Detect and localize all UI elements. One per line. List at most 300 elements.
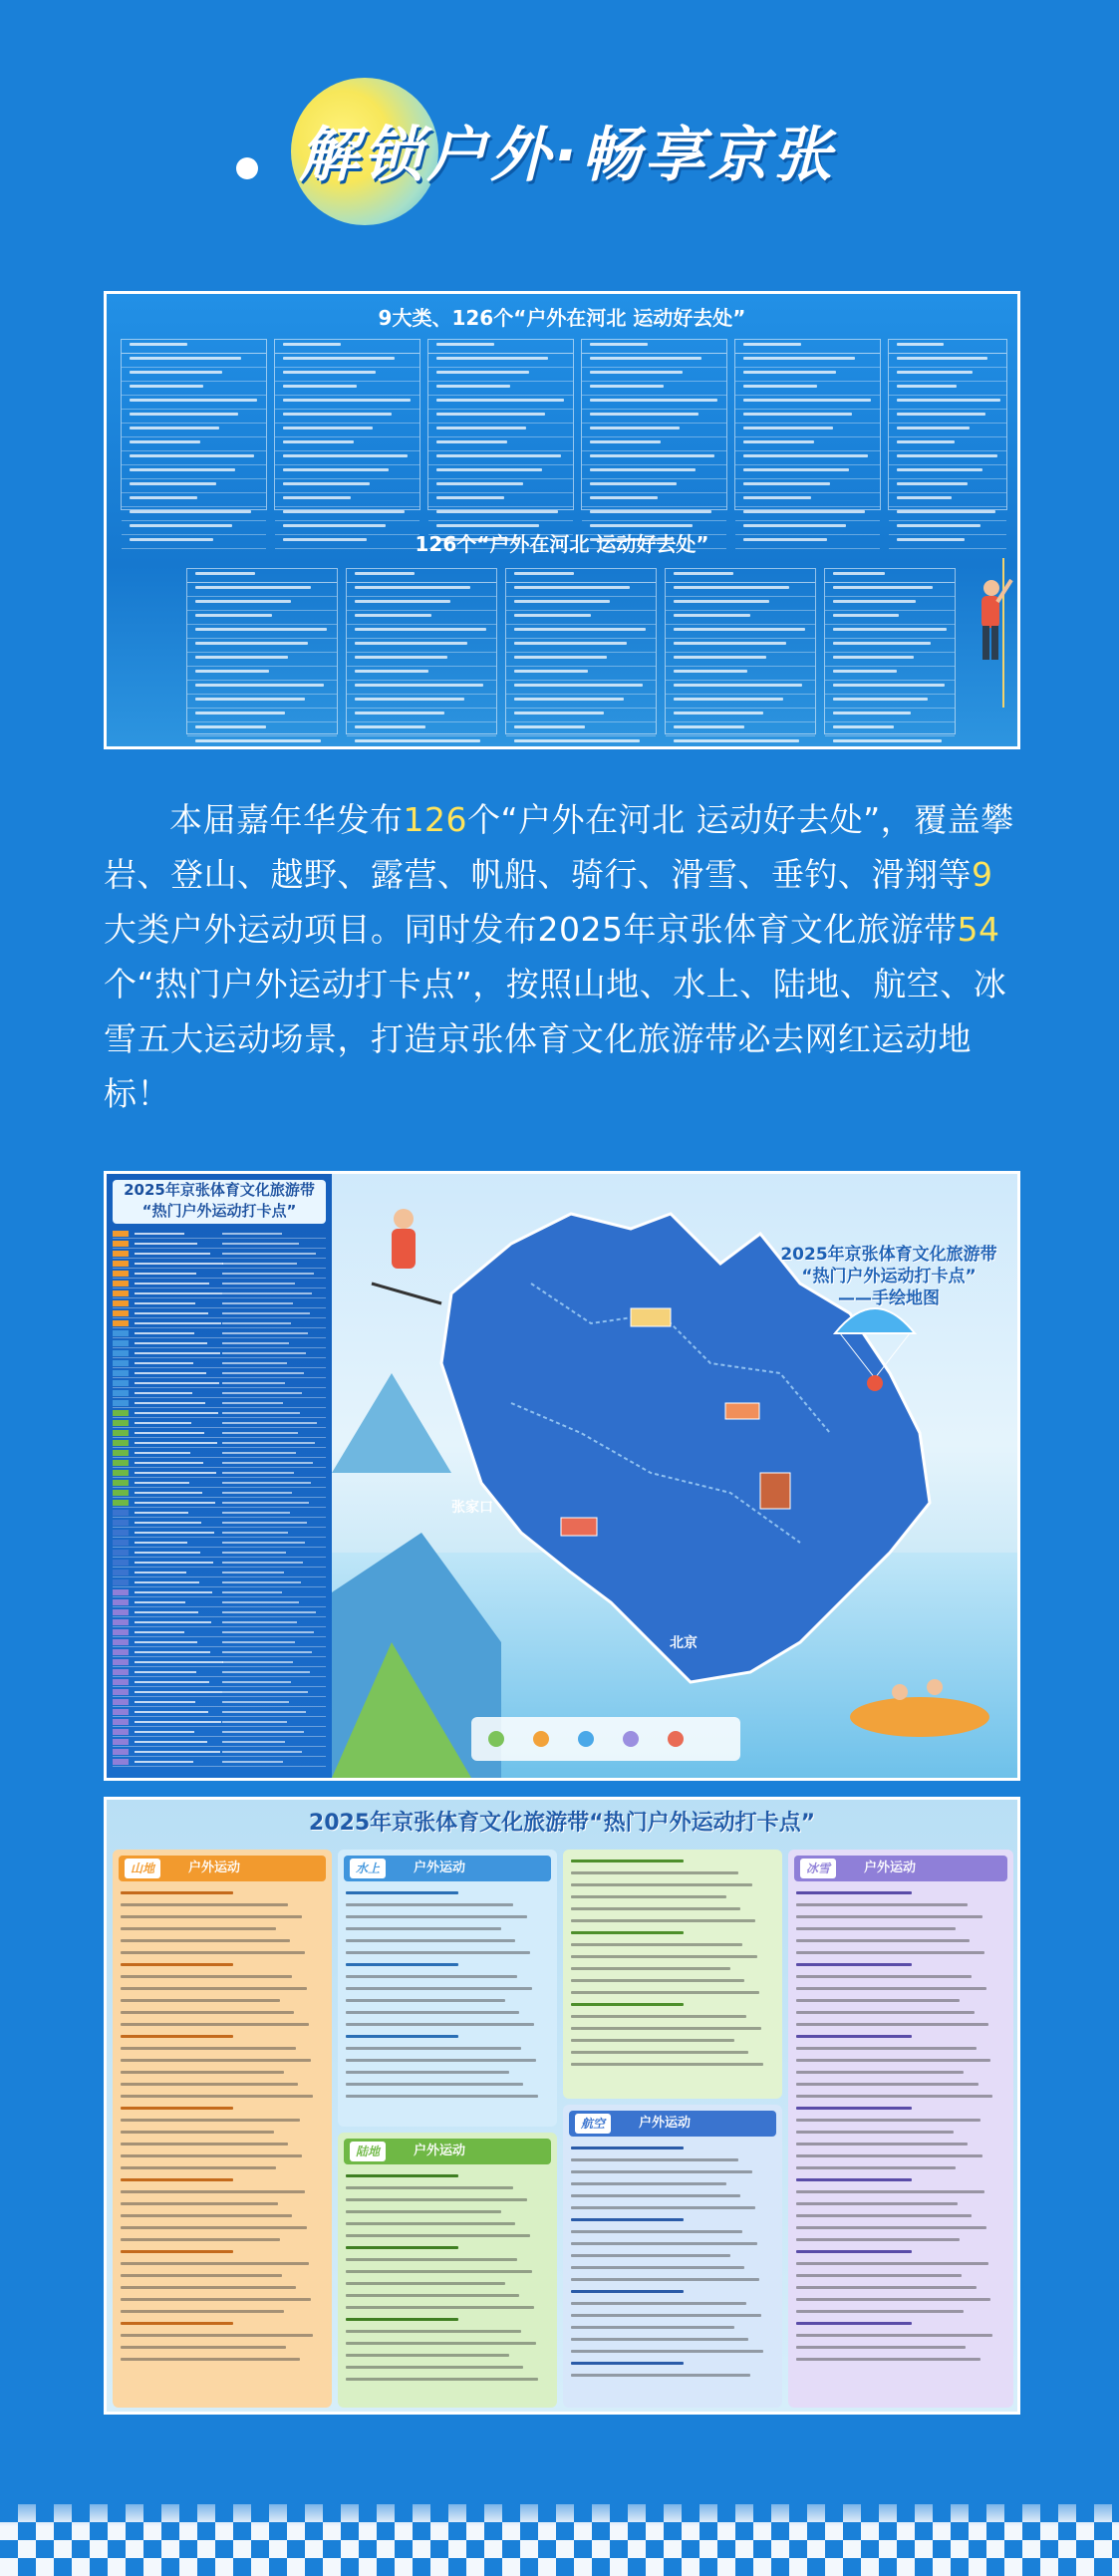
list-text-placeholder bbox=[135, 1422, 191, 1424]
text-line-placeholder bbox=[121, 1891, 233, 1894]
table-cell-placeholder bbox=[674, 698, 783, 701]
table-cell-placeholder bbox=[590, 482, 677, 485]
table-cell-placeholder bbox=[130, 440, 200, 443]
category-column-water bbox=[338, 1850, 557, 2127]
list-item bbox=[113, 1399, 326, 1408]
list-text-placeholder bbox=[222, 1502, 309, 1504]
guide-title: 2025年京张体育文化旅游带“热门户外运动打卡点” bbox=[308, 1811, 816, 1836]
table-row bbox=[889, 496, 1006, 507]
table-cell-placeholder bbox=[130, 385, 203, 388]
table-row bbox=[666, 642, 815, 653]
list-item bbox=[113, 1439, 326, 1448]
table-cell-placeholder bbox=[833, 670, 897, 673]
table-row bbox=[275, 427, 420, 437]
text-line-placeholder bbox=[346, 2234, 530, 2237]
category-header bbox=[569, 2111, 776, 2137]
text-line-placeholder bbox=[346, 1891, 458, 1894]
decorative-dot bbox=[236, 157, 258, 179]
text-line-placeholder bbox=[796, 1963, 912, 1966]
table-row bbox=[889, 454, 1006, 465]
table-row bbox=[506, 725, 656, 736]
list-text-placeholder bbox=[135, 1542, 187, 1544]
table-cell-placeholder bbox=[355, 684, 483, 687]
text-line-placeholder bbox=[796, 1999, 960, 2002]
list-item bbox=[113, 1529, 326, 1538]
text-line-placeholder bbox=[346, 2378, 538, 2381]
text-line-placeholder bbox=[121, 2095, 313, 2098]
table-cell-placeholder bbox=[283, 454, 408, 457]
list-text-placeholder bbox=[222, 1542, 305, 1544]
table-row bbox=[187, 628, 337, 639]
table-cell-placeholder bbox=[283, 468, 389, 471]
text-line-placeholder bbox=[796, 2023, 988, 2026]
table-row bbox=[582, 427, 726, 437]
table-cell-placeholder bbox=[283, 482, 370, 485]
category-marker bbox=[113, 1330, 129, 1336]
table-row bbox=[428, 413, 573, 424]
table-cell-placeholder bbox=[590, 371, 683, 374]
text-line-placeholder bbox=[121, 2334, 313, 2337]
list-text-placeholder bbox=[135, 1472, 216, 1474]
text-line-placeholder bbox=[796, 2059, 990, 2062]
table-cell-placeholder bbox=[674, 739, 799, 742]
list-text-placeholder bbox=[135, 1362, 193, 1364]
text-line-placeholder bbox=[571, 2362, 684, 2365]
list-text-placeholder bbox=[135, 1512, 188, 1514]
category-marker bbox=[113, 1310, 129, 1316]
list-item bbox=[113, 1309, 326, 1318]
list-item bbox=[113, 1569, 326, 1577]
table-cell-placeholder bbox=[674, 670, 747, 673]
category-tag: 陆地 bbox=[350, 2142, 386, 2161]
table-row bbox=[187, 586, 337, 597]
table-cell-placeholder bbox=[514, 614, 591, 617]
category-header bbox=[119, 1856, 326, 1881]
table-cell-placeholder bbox=[897, 427, 970, 429]
table-row bbox=[735, 399, 880, 410]
table-cell-placeholder bbox=[283, 440, 354, 443]
table-cell-placeholder bbox=[514, 739, 640, 742]
list-text-placeholder bbox=[135, 1372, 206, 1374]
table-cell-placeholder bbox=[514, 642, 627, 645]
list-item bbox=[113, 1230, 326, 1239]
text-line-placeholder bbox=[346, 1951, 530, 1954]
category-marker bbox=[113, 1241, 129, 1247]
table-cell-placeholder bbox=[833, 572, 885, 575]
list-item bbox=[113, 1559, 326, 1568]
list-item bbox=[113, 1578, 326, 1587]
list-text-placeholder bbox=[222, 1342, 289, 1344]
text-line-placeholder bbox=[796, 2274, 962, 2277]
table-cell-placeholder bbox=[590, 496, 658, 499]
table-cell-placeholder bbox=[283, 343, 341, 346]
table-cell-placeholder bbox=[436, 371, 529, 374]
category-marker bbox=[113, 1470, 129, 1476]
list-text-placeholder bbox=[135, 1611, 198, 1613]
text-line-placeholder bbox=[121, 1963, 233, 1966]
table-row bbox=[666, 698, 815, 709]
text-line-placeholder bbox=[796, 2310, 964, 2313]
list-item bbox=[113, 1519, 326, 1528]
text-line-placeholder bbox=[346, 2198, 527, 2201]
list-item bbox=[113, 1499, 326, 1508]
table-row bbox=[825, 642, 955, 653]
text-line-placeholder bbox=[121, 2119, 300, 2122]
category-marker bbox=[113, 1251, 129, 1257]
category-marker bbox=[113, 1649, 129, 1655]
text-line-placeholder bbox=[796, 1927, 956, 1930]
list-text-placeholder bbox=[135, 1721, 221, 1723]
text-line-placeholder bbox=[571, 2302, 746, 2305]
list-item bbox=[113, 1509, 326, 1518]
table-row bbox=[347, 614, 496, 625]
text-line-placeholder bbox=[796, 2035, 912, 2038]
table-cell-placeholder bbox=[674, 725, 744, 728]
table-row bbox=[122, 399, 266, 410]
table-row bbox=[506, 670, 656, 681]
list-text-placeholder bbox=[135, 1711, 208, 1713]
table-cell-placeholder bbox=[743, 468, 849, 471]
table-cell-placeholder bbox=[897, 440, 955, 443]
text-line-placeholder bbox=[346, 2186, 513, 2189]
table-cell-placeholder bbox=[833, 586, 933, 589]
category-header bbox=[344, 2139, 551, 2164]
table-row bbox=[122, 454, 266, 465]
list-item bbox=[113, 1379, 326, 1388]
category-marker bbox=[113, 1500, 129, 1506]
list-text-placeholder bbox=[135, 1671, 196, 1673]
list-item bbox=[113, 1250, 326, 1259]
text-line-placeholder bbox=[796, 2190, 984, 2193]
category-marker bbox=[113, 1570, 129, 1575]
table-row bbox=[428, 399, 573, 410]
category-header bbox=[794, 1856, 1007, 1881]
category-marker bbox=[113, 1320, 129, 1326]
list-text-placeholder bbox=[135, 1462, 203, 1464]
list-text-placeholder bbox=[135, 1243, 197, 1245]
table-cell-placeholder bbox=[436, 385, 510, 388]
category-marker bbox=[113, 1440, 129, 1446]
table-row bbox=[825, 670, 955, 681]
text-line-placeholder bbox=[121, 2166, 276, 2169]
list-text-placeholder bbox=[135, 1482, 189, 1484]
text-line-placeholder bbox=[796, 2214, 972, 2217]
text-line-placeholder bbox=[571, 2242, 757, 2245]
list-item bbox=[113, 1479, 326, 1488]
list-text-placeholder bbox=[135, 1332, 194, 1334]
table-row bbox=[506, 684, 656, 695]
list-item bbox=[113, 1698, 326, 1707]
table-row bbox=[122, 343, 266, 354]
text-line-placeholder bbox=[346, 2071, 509, 2074]
text-line-placeholder bbox=[796, 2095, 992, 2098]
table-cell-placeholder bbox=[590, 440, 661, 443]
map-title-line3: ——手绘地图 bbox=[838, 1288, 940, 1308]
table-cell-placeholder bbox=[130, 399, 257, 402]
list-text-placeholder bbox=[135, 1352, 220, 1354]
list-item bbox=[113, 1270, 326, 1279]
text-line-placeholder bbox=[121, 2274, 282, 2277]
category-label: 户外运动 bbox=[414, 1860, 466, 1875]
table-row bbox=[428, 385, 573, 396]
category-tag: 水上 bbox=[350, 1859, 386, 1878]
table-row bbox=[347, 656, 496, 667]
checkered-footer-fade bbox=[0, 2486, 1119, 2526]
list-item bbox=[113, 1708, 326, 1717]
text-line-placeholder bbox=[571, 2278, 759, 2281]
list-text-placeholder bbox=[222, 1352, 306, 1354]
list-text-placeholder bbox=[222, 1432, 298, 1434]
list-text-placeholder bbox=[135, 1432, 204, 1434]
list-text-placeholder bbox=[222, 1621, 297, 1623]
table-cell-placeholder bbox=[674, 712, 763, 715]
table-row bbox=[889, 399, 1006, 410]
list-text-placeholder bbox=[135, 1452, 190, 1454]
table-row bbox=[428, 440, 573, 451]
list-text-placeholder bbox=[135, 1651, 210, 1653]
list-text-placeholder bbox=[135, 1552, 200, 1554]
text-line-placeholder bbox=[121, 1927, 276, 1930]
text-line-placeholder bbox=[571, 2290, 684, 2293]
list-text-placeholder bbox=[135, 1442, 217, 1444]
category-marker bbox=[113, 1370, 129, 1376]
list-item bbox=[113, 1429, 326, 1438]
category-marker bbox=[113, 1759, 129, 1765]
table-cell-placeholder bbox=[195, 712, 285, 715]
list-text-placeholder bbox=[222, 1611, 316, 1613]
map-title-line2: “热门户外运动打卡点” bbox=[801, 1267, 977, 1287]
list-item bbox=[113, 1588, 326, 1597]
table-cell-placeholder bbox=[283, 371, 376, 374]
table-cell-placeholder bbox=[436, 427, 526, 429]
list-text-placeholder bbox=[222, 1322, 291, 1324]
list-text-placeholder bbox=[222, 1273, 314, 1275]
text-line-placeholder bbox=[796, 2298, 990, 2301]
text-line-placeholder bbox=[571, 2230, 742, 2233]
table-cell-placeholder bbox=[743, 496, 811, 499]
list-item bbox=[113, 1748, 326, 1757]
text-line-placeholder bbox=[796, 1903, 968, 1906]
list-text-placeholder bbox=[222, 1442, 315, 1444]
table-row bbox=[666, 600, 815, 611]
table-row bbox=[275, 510, 420, 521]
table-cell-placeholder bbox=[283, 524, 386, 527]
text-line-placeholder bbox=[571, 2027, 761, 2030]
table-row bbox=[275, 343, 420, 354]
category-marker bbox=[113, 1360, 129, 1366]
category-marker bbox=[113, 1271, 129, 1277]
category-marker bbox=[113, 1430, 129, 1436]
list-text-placeholder bbox=[222, 1591, 282, 1593]
table-cell-placeholder bbox=[514, 698, 624, 701]
list-item bbox=[113, 1678, 326, 1687]
table-cell-placeholder bbox=[130, 427, 219, 429]
table-cell-placeholder bbox=[283, 427, 373, 429]
table-cell-placeholder bbox=[195, 739, 321, 742]
table-cell-placeholder bbox=[195, 642, 308, 645]
table-cell-placeholder bbox=[590, 413, 699, 416]
table-row bbox=[735, 343, 880, 354]
text-line-placeholder bbox=[796, 2011, 975, 2014]
table-cell-placeholder bbox=[355, 712, 444, 715]
table-row bbox=[428, 468, 573, 479]
list-item bbox=[113, 1728, 326, 1737]
list-item bbox=[113, 1549, 326, 1558]
list-text-placeholder bbox=[222, 1522, 307, 1524]
text-line-placeholder bbox=[796, 2107, 912, 2110]
table-row bbox=[506, 698, 656, 709]
table-row bbox=[122, 371, 266, 382]
category-marker bbox=[113, 1719, 129, 1725]
list-item bbox=[113, 1280, 326, 1288]
list-item bbox=[113, 1638, 326, 1647]
text-line-placeholder bbox=[346, 2222, 515, 2225]
table-row bbox=[889, 427, 1006, 437]
list-text-placeholder bbox=[222, 1532, 288, 1534]
list-text-placeholder bbox=[222, 1681, 291, 1683]
table-cell-placeholder bbox=[514, 586, 630, 589]
text-line-placeholder bbox=[571, 2051, 748, 2054]
text-line-placeholder bbox=[121, 2286, 296, 2289]
table-cell-placeholder bbox=[130, 357, 241, 360]
list-text-placeholder bbox=[222, 1512, 290, 1514]
table-cell-placeholder bbox=[674, 642, 786, 645]
table-cell-placeholder bbox=[130, 454, 254, 457]
text-line-placeholder bbox=[346, 2294, 519, 2297]
list-text-placeholder bbox=[135, 1691, 222, 1693]
text-line-placeholder bbox=[121, 2071, 284, 2074]
text-line-placeholder bbox=[346, 1975, 517, 1978]
table-row bbox=[187, 642, 337, 653]
text-line-placeholder bbox=[346, 2011, 519, 2014]
text-line-placeholder bbox=[346, 2059, 536, 2062]
category-column-air bbox=[563, 2105, 782, 2408]
text-line-placeholder bbox=[121, 2190, 305, 2193]
category-marker bbox=[113, 1659, 129, 1665]
list-item bbox=[113, 1339, 326, 1348]
checkin-list-title-line1: 2025年京张体育文化旅游带 bbox=[124, 1181, 315, 1199]
table-row bbox=[735, 454, 880, 465]
intro-text: 本届嘉年华发布 bbox=[169, 800, 404, 839]
table-cell-placeholder bbox=[743, 524, 846, 527]
text-line-placeholder bbox=[121, 2107, 233, 2110]
table-row bbox=[187, 670, 337, 681]
table-row bbox=[735, 440, 880, 451]
text-line-placeholder bbox=[571, 2063, 763, 2066]
table-row bbox=[825, 656, 955, 667]
list-text-placeholder bbox=[135, 1591, 212, 1593]
list-item bbox=[113, 1409, 326, 1418]
list-text-placeholder bbox=[222, 1283, 295, 1285]
table-row bbox=[122, 440, 266, 451]
list-item bbox=[113, 1299, 326, 1308]
table-cell-placeholder bbox=[436, 510, 558, 513]
table-cell-placeholder bbox=[195, 684, 324, 687]
text-line-placeholder bbox=[121, 2202, 278, 2205]
checkin-list-title-line2: “热门户外运动打卡点” bbox=[141, 1202, 297, 1220]
text-line-placeholder bbox=[571, 2374, 750, 2377]
list-text-placeholder bbox=[222, 1382, 285, 1384]
table-row bbox=[428, 510, 573, 521]
table-row bbox=[825, 698, 955, 709]
table-row bbox=[428, 496, 573, 507]
category-label: 户外运动 bbox=[414, 2144, 466, 2158]
text-line-placeholder bbox=[121, 2131, 274, 2134]
overview-heading-bottom: 126个“户外在河北 运动好去处” bbox=[415, 532, 709, 556]
table-row bbox=[275, 399, 420, 410]
list-item bbox=[113, 1598, 326, 1607]
hand-drawn-map-panel bbox=[104, 1171, 1020, 1781]
text-line-placeholder bbox=[121, 1903, 288, 1906]
table-row bbox=[275, 357, 420, 368]
list-text-placeholder bbox=[222, 1402, 283, 1404]
table-row bbox=[825, 684, 955, 695]
table-cell-placeholder bbox=[130, 482, 216, 485]
list-text-placeholder bbox=[222, 1362, 287, 1364]
table-row bbox=[122, 413, 266, 424]
table-row bbox=[428, 482, 573, 493]
table-row bbox=[666, 725, 815, 736]
table-cell-placeholder bbox=[355, 586, 470, 589]
category-marker bbox=[113, 1579, 129, 1585]
list-text-placeholder bbox=[135, 1522, 201, 1524]
table-row bbox=[825, 600, 955, 611]
text-line-placeholder bbox=[121, 2011, 294, 2014]
table-row bbox=[428, 427, 573, 437]
table-row bbox=[889, 357, 1006, 368]
list-text-placeholder bbox=[135, 1532, 214, 1534]
table-cell-placeholder bbox=[130, 371, 222, 374]
text-line-placeholder bbox=[796, 2238, 960, 2241]
list-item bbox=[113, 1260, 326, 1269]
table-cell-placeholder bbox=[833, 712, 911, 715]
text-line-placeholder bbox=[346, 2210, 501, 2213]
overview-table bbox=[427, 339, 574, 510]
table-cell-placeholder bbox=[833, 614, 899, 617]
text-line-placeholder bbox=[571, 2039, 734, 2042]
table-row bbox=[735, 482, 880, 493]
list-text-placeholder bbox=[222, 1253, 316, 1255]
overview-table bbox=[581, 339, 727, 510]
text-line-placeholder bbox=[121, 2035, 233, 2038]
table-cell-placeholder bbox=[897, 496, 952, 499]
table-row bbox=[347, 572, 496, 583]
list-text-placeholder bbox=[135, 1741, 207, 1743]
list-item bbox=[113, 1289, 326, 1298]
list-text-placeholder bbox=[135, 1601, 185, 1603]
text-line-placeholder bbox=[121, 1999, 280, 2002]
table-row bbox=[428, 343, 573, 354]
text-line-placeholder bbox=[571, 2266, 744, 2269]
table-row bbox=[275, 468, 420, 479]
list-text-placeholder bbox=[222, 1263, 297, 1265]
table-cell-placeholder bbox=[195, 572, 255, 575]
list-text-placeholder bbox=[135, 1292, 222, 1294]
table-row bbox=[582, 399, 726, 410]
table-cell-placeholder bbox=[514, 628, 646, 631]
text-line-placeholder bbox=[121, 2178, 233, 2181]
list-text-placeholder bbox=[135, 1342, 207, 1344]
table-cell-placeholder bbox=[590, 510, 711, 513]
table-row bbox=[122, 357, 266, 368]
table-cell-placeholder bbox=[195, 698, 305, 701]
table-cell-placeholder bbox=[743, 399, 871, 402]
overview-table bbox=[734, 339, 881, 510]
table-cell-placeholder bbox=[674, 586, 789, 589]
list-text-placeholder bbox=[222, 1751, 302, 1753]
text-line-placeholder bbox=[796, 2178, 912, 2181]
intro-text: 个“户外在河北 运动好去处”，覆盖攀岩、登山、越野、露营、帆船、骑行、滑雪、垂钓、滑翔等 bbox=[104, 800, 1014, 894]
